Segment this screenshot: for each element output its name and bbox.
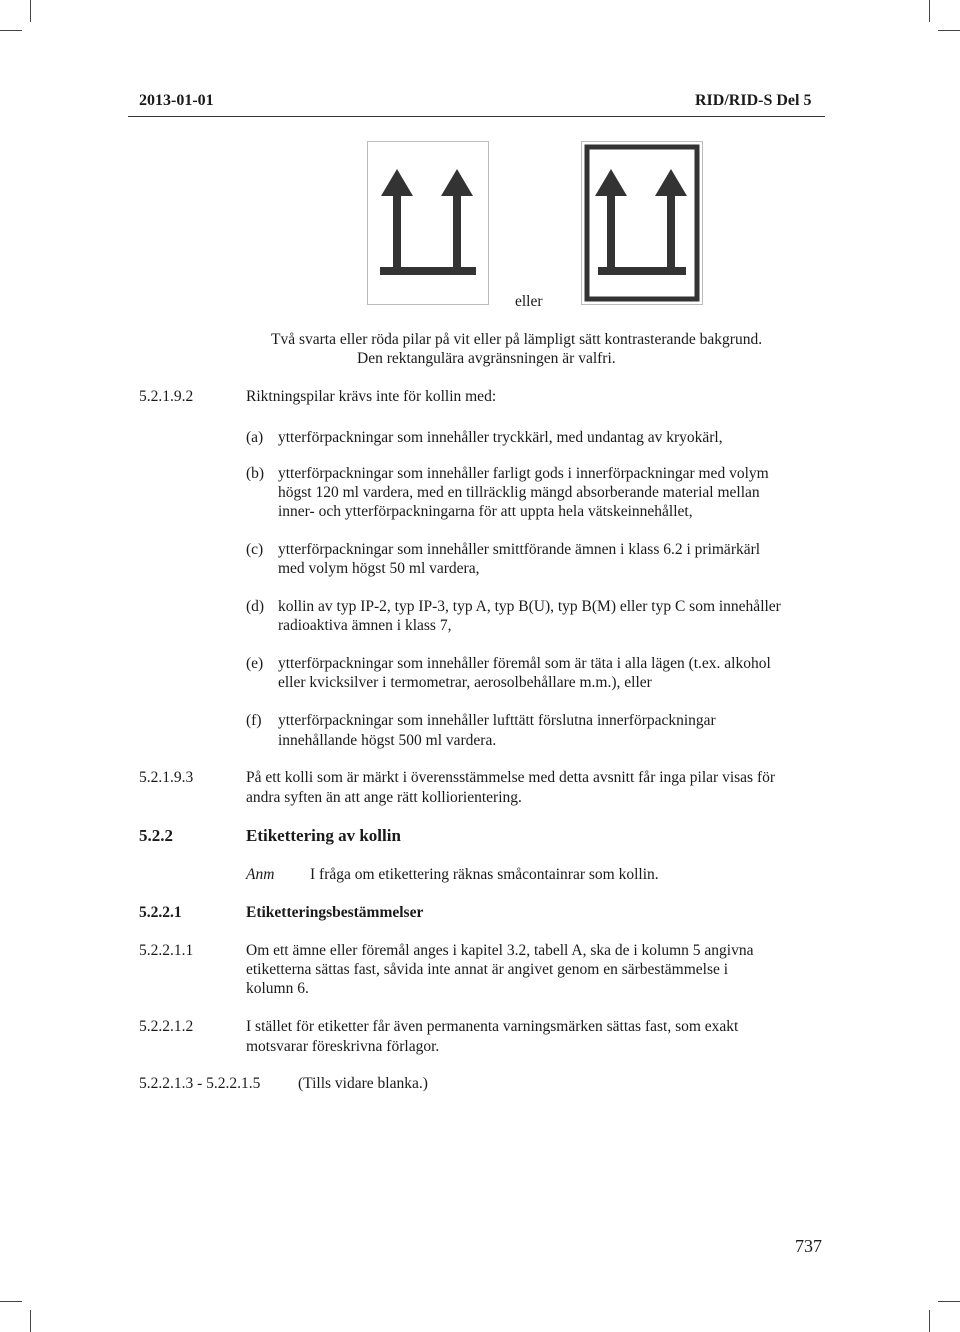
section-intro: Riktningspilar krävs inte för kollin med: <box>246 388 497 405</box>
arrow-shaft-icon <box>667 189 675 267</box>
orientation-arrows-sign-plain <box>367 141 489 305</box>
paragraph-line: (Tills vidare blanka.) <box>298 1075 428 1092</box>
crop-mark <box>929 0 930 22</box>
base-bar-icon <box>380 267 476 275</box>
orientation-arrows-sign-framed <box>581 141 703 305</box>
crop-mark <box>938 30 960 31</box>
header-rule <box>128 116 825 117</box>
subsection-title: Etiketteringsbestämmelser <box>246 904 424 921</box>
section-heading-number: 5.2.2 <box>139 826 173 845</box>
note-label: Anm <box>246 866 275 883</box>
note-text: I fråga om etikettering räknas småcontainrar som kollin. <box>310 866 659 883</box>
section-number: 5.2.2.1.2 <box>139 1018 194 1035</box>
list-item-text: ytterförpackningar som innehåller föremål som är täta i alla lägen (t.ex. alkohol <box>278 655 771 672</box>
section-number: 5.2.2.1.3 - 5.2.2.1.5 <box>139 1075 261 1092</box>
figure-separator: eller <box>515 293 543 310</box>
paragraph-line: På ett kolli som är märkt i överensstämmelse med detta avsnitt får inga pilar visas för <box>246 769 776 786</box>
paragraph-line: kolumn 6. <box>246 980 309 997</box>
list-item-text: radioaktiva ämnen i klass 7, <box>278 617 452 634</box>
list-item-text: innehållande högst 500 ml vardera. <box>278 732 497 749</box>
list-item-label: (e) <box>246 655 264 672</box>
section-number: 5.2.2.1.1 <box>139 942 194 959</box>
crop-mark <box>929 1310 930 1332</box>
crop-mark <box>30 1310 31 1332</box>
list-item-text: ytterförpackningar som innehåller smittförande ämnen i klass 6.2 i primärkärl <box>278 541 761 558</box>
header-date: 2013-01-01 <box>139 92 214 109</box>
list-item-text: ytterförpackningar som innehåller lufttätt förslutna innerförpackningar <box>278 712 716 729</box>
list-item-label: (f) <box>246 712 262 729</box>
list-item-text: högst 120 ml vardera, med en tillräcklig mängd absorberande material mellan <box>278 484 760 501</box>
section-number: 5.2.1.9.3 <box>139 769 194 786</box>
paragraph-line: motsvarar föreskrivna förlagor. <box>246 1038 440 1055</box>
crop-mark <box>0 1301 22 1302</box>
arrow-shaft-icon <box>393 189 401 267</box>
list-item-label: (b) <box>246 465 265 482</box>
figure-caption-line: Den rektangulära avgränsningen är valfri. <box>357 350 616 367</box>
paragraph-line: etiketterna sättas fast, såvida inte annat är angivet genom en särbestämmelse i <box>246 961 729 978</box>
list-item-text: ytterförpackningar som innehåller farligt gods i innerförpackningar med volym <box>278 465 769 482</box>
crop-mark <box>30 0 31 22</box>
section-heading-title: Etikettering av kollin <box>246 826 401 845</box>
list-item-label: (a) <box>246 429 264 446</box>
list-item-text: med volym högst 50 ml vardera, <box>278 560 480 577</box>
base-bar-icon <box>598 267 686 275</box>
list-item-label: (d) <box>246 598 265 615</box>
list-item-text: kollin av typ IP-2, typ IP-3, typ A, typ B(U), typ B(M) eller typ C som innehåller <box>278 598 781 615</box>
list-item-label: (c) <box>246 541 264 558</box>
list-item-text: eller kvicksilver i termometrar, aerosolbehållare m.m.), eller <box>278 674 652 691</box>
arrow-shaft-icon <box>607 189 615 267</box>
subsection-number: 5.2.2.1 <box>139 904 182 921</box>
crop-mark <box>0 30 22 31</box>
paragraph-line: andra syften än att ange rätt kolliorientering. <box>246 789 522 806</box>
list-item-text: ytterförpackningar som innehåller tryckkärl, med undantag av kryokärl, <box>278 429 723 446</box>
paragraph-line: Om ett ämne eller föremål anges i kapitel 3.2, tabell A, ska de i kolumn 5 angivna <box>246 942 754 959</box>
crop-mark <box>938 1301 960 1302</box>
header-document: RID/RID-S Del 5 <box>695 92 812 109</box>
figure-caption-line: Två svarta eller röda pilar på vit eller på lämpligt sätt kontrasterande bakgrund. <box>271 331 763 348</box>
paragraph-line: I stället för etiketter får även permanenta varningsmärken sättas fast, som exakt <box>246 1018 739 1035</box>
list-item-text: inner- och ytterförpackningarna för att uppta hela vätskeinnehållet, <box>278 503 693 520</box>
page-number: 737 <box>795 1236 822 1256</box>
section-number: 5.2.1.9.2 <box>139 388 194 405</box>
arrow-shaft-icon <box>453 189 461 267</box>
